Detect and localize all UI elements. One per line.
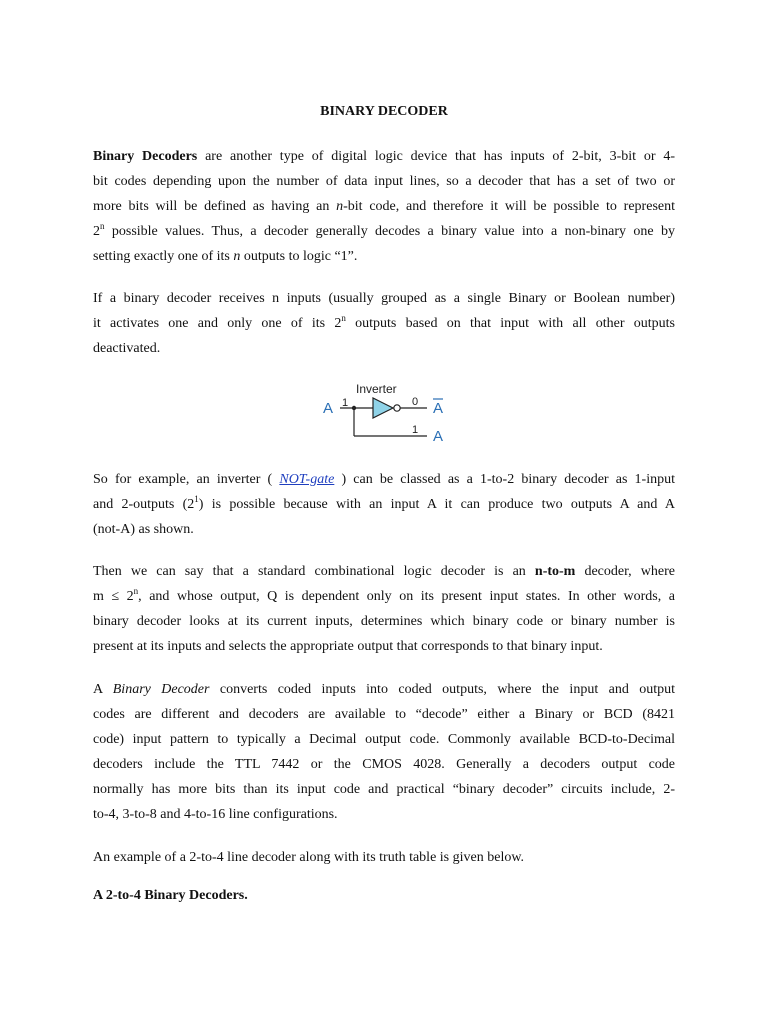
section-heading: A 2-to-4 Binary Decoders. bbox=[93, 888, 248, 903]
inverted-output-label: A bbox=[433, 400, 444, 417]
paragraph-n-to-m: Then we can say that a standard combinational logic decoder is an n-to-m decoder, where $m \le 2^n$, and whose output, Q is dependent only on its present input states. In other words, a binary decoder looks at its current inputs, determines which binary code or binary number is present at its inputs and selects the appropriate output that corresponds to that binary input. bbox=[93, 564, 675, 654]
inverter-diagram bbox=[316, 378, 456, 448]
paragraph-coded-outputs: A Binary Decoder converts coded inputs into coded outputs, where the input and output codes are different and decoders are available to “decode” either a Binary or BCD (8421 code) input pattern to typically a Decimal output code. Commonly available BCD-to-Decimal decoders include the TTL 7442 or the CMOS 4028. Generally a decoders output code normally has more bits than its input code and practical “binary decoder” circuits include, 2- to-4, 3-to-8 and 4-to-16 line configurations. bbox=[93, 682, 676, 822]
paragraph-inverter-example: So for example, an inverter ( NOT-gate ) can be classed as a 1-to-2 binary decoder as 1-input and 2-outputs $(2^1)$ is possible because with an input A it can produce two outputs A and A (not-A) as shown. bbox=[93, 472, 675, 537]
bold-term: Binary Decoders bbox=[93, 149, 198, 164]
direct-value-label: 1 bbox=[412, 424, 419, 436]
paragraph-example-intro: An example of a 2-to-4 line decoder along with its truth table is given below. bbox=[93, 850, 525, 865]
direct-output-label: A bbox=[433, 428, 444, 445]
inverted-value-label: 0 bbox=[412, 396, 419, 408]
not-gate-link[interactable]: NOT-gate bbox=[279, 472, 335, 487]
inverter-label: Inverter bbox=[356, 382, 397, 396]
inversion-bubble bbox=[394, 405, 400, 411]
paragraph-inputs: If a binary decoder receives n inputs (usually grouped as a single Binary or Boolean number) it activates one and only one of its 2$^n$ outputs based on that input with all other outputs deactivated. bbox=[93, 291, 675, 356]
input-a-label: A bbox=[323, 400, 334, 417]
not-gate-symbol bbox=[373, 398, 393, 418]
page-title: BINARY DECODER bbox=[320, 104, 448, 119]
input-value-label: 1 bbox=[342, 397, 349, 409]
paragraph-intro: Binary Decoders are another type of digital logic device that has inputs of 2-bit, 3-bit or 4- bit codes depending upon the number of data input lines, so a decoder that has a set of two or more bits will be defined as having an n-bit code, and therefore it will be possible to represent 2$^n$ possible values. Thus, a decoder generally decodes a binary value into a non-binary one by setting exactly one of its n outputs to logic “1”. bbox=[93, 149, 675, 264]
